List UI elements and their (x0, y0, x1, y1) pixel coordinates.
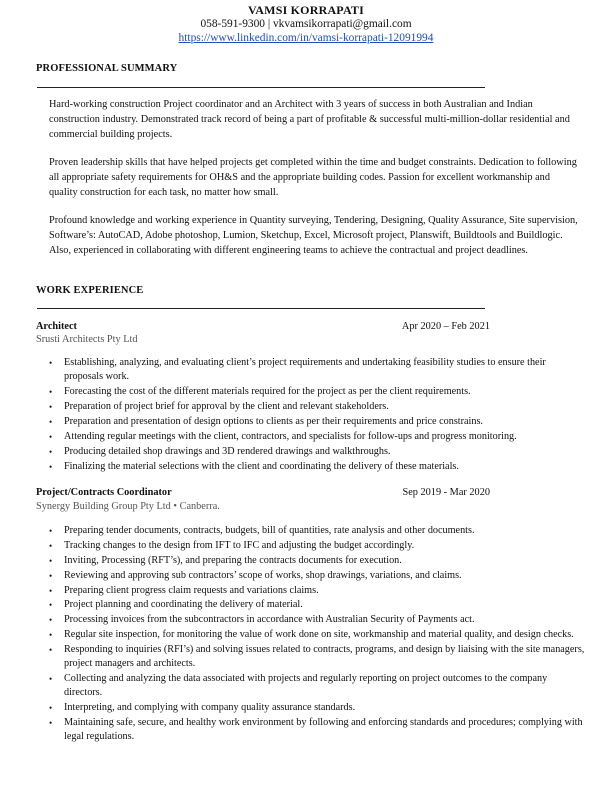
job-company: Srusti Architects Pty Ltd (36, 334, 138, 345)
contact-line: 058-591-9300 | vkvamsikorrapati@gmail.com (200, 18, 412, 30)
job-dates: Sep 2019 - Mar 2020 (402, 487, 490, 498)
bullet-icon: • (49, 630, 53, 641)
candidate-name: VAMSI KORRAPATI (247, 3, 364, 17)
list-item: • Attending regular meetings with the client, contractors, and specialists for follow-ups and progress monitoring. (49, 430, 587, 444)
list-item: • Preparing tender documents, contracts, budgets, bill of quantities, rate analysis and other documents. (49, 524, 587, 538)
bullet-icon: • (49, 585, 53, 596)
bullet-icon: • (49, 600, 53, 611)
list-item: • Establishing, analyzing, and evaluating client’s project requirements and undertaking feasibility studies to ensure their proposals work. (49, 357, 546, 383)
bullet-icon: • (49, 555, 53, 566)
bullet-icon: • (49, 526, 53, 536)
job-bullet-list (49, 524, 587, 745)
bullet-icon: • (49, 645, 53, 656)
list-item: • Regular site inspection, for monitoring the value of work done on site, workmanship and material quality, and design checks. (49, 628, 587, 642)
list-item: • Inviting, Processing (RFT’s), and preparing the contracts documents for execution. (49, 554, 587, 568)
bullet-icon: • (49, 570, 53, 581)
bullet-icon: • (49, 674, 53, 685)
bullet-icon: • (49, 416, 53, 427)
bullet-icon: • (49, 401, 53, 412)
summary-divider (37, 87, 485, 88)
bullet-icon: • (49, 387, 53, 398)
bullet-icon: • (49, 718, 53, 729)
job-company: Synergy Building Group Pty Ltd • Canberra. (36, 501, 220, 512)
summary-paragraph: Hard-working construction Project coordinator and an Architect with 3 years of success in both Australian and Indian construction industry. Demonstrated track record of being a part of profitable & successful multi-million-dollar residential and commercial building projects. (49, 99, 570, 140)
list-item: • Finalizing the material selections with the client and coordinating the delivery of these materials. (49, 460, 587, 474)
summary-paragraph: Profound knowledge and working experience in Quantity surveying, Tendering, Designing, Quality Assurance, Site supervision, Software’s: AutoCAD, Adobe photoshop, Lumion, Sketchup, Excel, Microsoft project, Planswift, Buildtools and Buildlogic. Also, experienced in collaborating with different engineering teams to achieve the contractual and project deadlines. (49, 215, 578, 256)
summary-heading: PROFESSIONAL SUMMARY (36, 63, 178, 74)
bullet-icon: • (49, 446, 53, 457)
bullet-icon: • (49, 431, 53, 442)
list-item: • Collecting and analyzing the data associated with projects and regularly reporting on project outcomes to the company directors. (49, 673, 548, 699)
list-item: • Processing invoices from the subcontractors in accordance with Australian Security of Payments act. (49, 613, 587, 627)
list-item: • Tracking changes to the design from IFT to IFC and adjusting the budget accordingly. (49, 539, 587, 553)
job-title: Architect (36, 321, 77, 332)
bullet-icon: • (49, 703, 53, 714)
list-item: • Forecasting the cost of the different materials required for the project as per the client requirements. (49, 385, 587, 399)
list-item: • Interpreting, and complying with company quality assurance standards. (49, 701, 587, 715)
list-item: • Preparing client progress claim requests and variations claims. (49, 584, 587, 598)
job-dates: Apr 2020 – Feb 2021 (401, 321, 490, 332)
bullet-icon: • (49, 461, 53, 472)
list-item: • Reviewing and approving sub contractors’ scope of works, shop drawings, variations, and claims. (49, 569, 587, 583)
job-title: Project/Contracts Coordinator (36, 487, 172, 498)
bullet-icon: • (49, 615, 53, 626)
experience-divider (37, 308, 485, 309)
list-item: • Producing detailed shop drawings and 3D rendered drawings and walkthroughs. (49, 445, 587, 459)
list-item: • Preparation of project brief for approval by the client and relevant stakeholders. (49, 400, 587, 414)
list-item: • Project planning and coordinating the delivery of material. (49, 598, 587, 612)
bullet-icon: • (49, 358, 53, 368)
job-bullet-list (49, 356, 587, 474)
resume-header (0, 3, 612, 45)
linkedin-link[interactable]: https://www.linkedin.com/in/vamsi-korrapati-12091994 (178, 32, 434, 44)
list-item: • Maintaining safe, secure, and healthy work environment by following and enforcing standards and procedures; complying with legal regulations. (49, 717, 583, 743)
list-item: • Preparation and presentation of design options to clients as per their requirements and price constrains. (49, 415, 587, 429)
bullet-icon: • (49, 540, 53, 551)
list-item: • Responding to inquiries (RFI’s) and solving issues related to contracts, programs, and design by liaising with the site managers, project managers and architects. (49, 644, 585, 670)
experience-heading: WORK EXPERIENCE (36, 285, 144, 296)
summary-paragraph: Proven leadership skills that have helped projects get completed within the time and budget constraints. Dedication to following all appropriate safety requirements for OH&S and the appropriate building codes. Passion for excellent workmanship and quality construction for each task, no matter how small. (49, 157, 577, 198)
